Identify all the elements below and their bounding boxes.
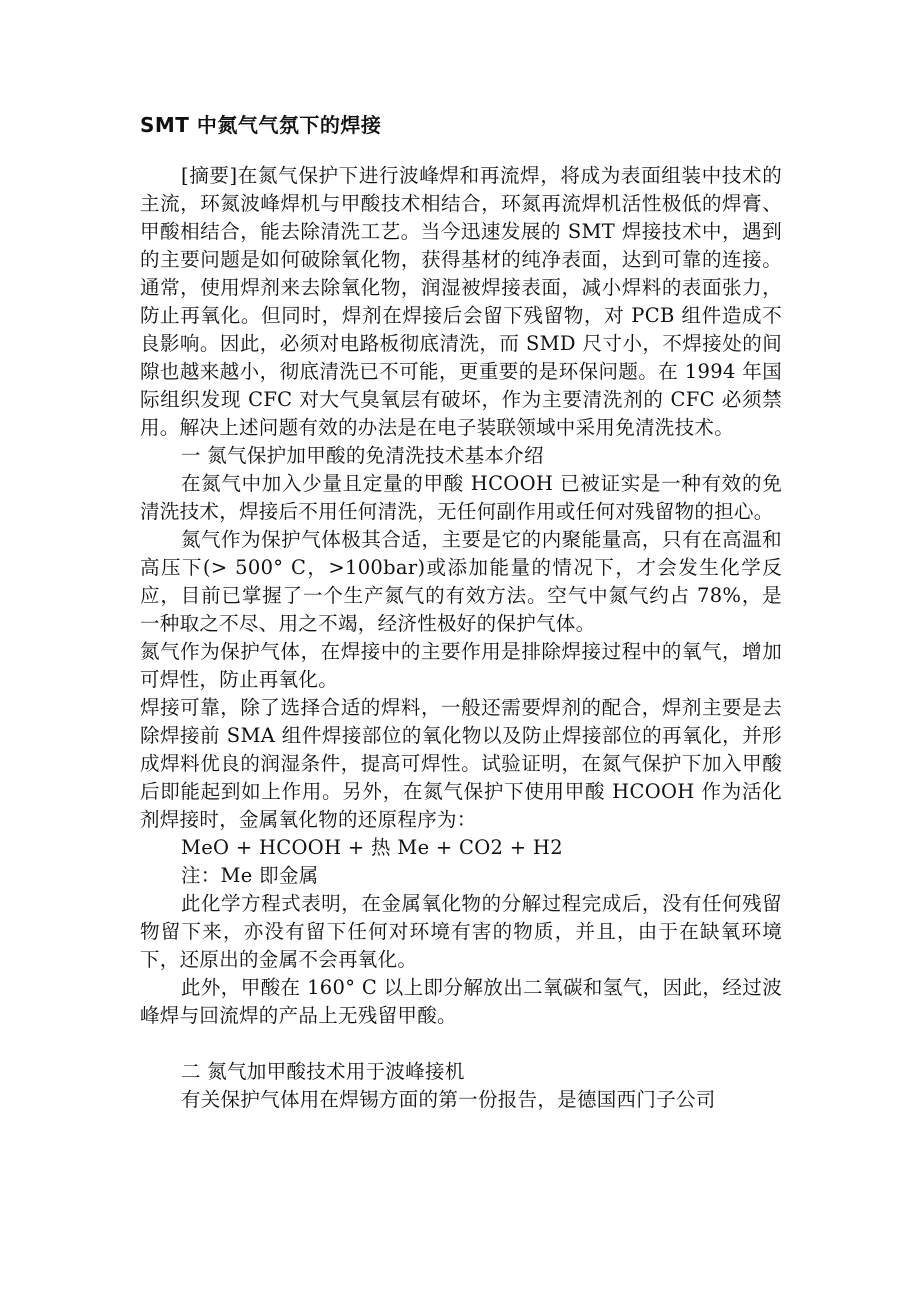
section-heading-2: 二 氮气加甲酸技术用于波峰接机 [180,1060,465,1083]
paragraph-formic-acid-intro: 在氮气中加入少量且定量的甲酸 HCOOH 已被证实是一种有效的免清洗技术，焊接后不用任何清洗，无任何副作用或任何对残留物的担心。 [140,472,782,523]
document-page [140,108,782,1114]
equation-note: 注：Me 即金属 [180,864,319,887]
document-title: SMT 中氮气气氛下的焊接 [140,113,382,137]
paragraph-decomposition: 此外，甲酸在 160° C 以上即分解放出二氧碳和氢气，因此，经过波峰焊与回流焊的产品上无残留甲酸。 [140,976,782,1027]
chemical-equation: MeO + HCOOH + 热 Me + CO2 + H2 [180,836,563,859]
paragraph-nitrogen-role: 氮气作为保护气体，在焊接中的主要作用是排除焊接过程中的氧气，增加可焊性，防止再氧化。 [140,640,782,691]
paragraph-nitrogen-properties: 氮气作为保护气体极其合适，主要是它的内聚能量高，只有在高温和高压下(> 500° C，>100bar)或添加能量的情况下，才会发生化学反应，目前已掌握了一个生产氮气的有效方法。空气中氮气约占 78%，是一种取之不尽、用之不竭，经济性极好的保护气体。 [140,528,782,635]
section-heading-1: 一 氮气保护加甲酸的免清洗技术基本介绍 [180,444,544,467]
paragraph-history: 有关保护气体用在焊锡方面的第一份报告，是德国西门子公司 [180,1088,716,1111]
abstract-paragraph: [摘要]在氮气保护下进行波峰焊和再流焊，将成为表面组装中技术的主流，环氮波峰焊机与甲酸技术相结合，环氮再流焊机活性极低的焊膏、甲酸相结合，能去除清洗工艺。当今迅速发展的 SMT 焊接技术中，遇到的主要问题是如何破除氧化物，获得基材的纯净表面，达到可靠的连接。通常，使用焊剂来去除氧化物，润湿被焊接表面，减小焊料的表面张力，防止再氧化。但同时，焊剂在焊接后会留下残留物，对 PCB 组件造成不良影响。因此，必须对电路板彻底清洗，而 SMD 尺寸小，不焊接处的间隙也越来越小，彻底清洗已不可能，更重要的是环保问题。在 1994 年国际组织发现 CFC 对大气臭氧层有破坏，作为主要清洗剂的 CFC 必须禁用。解决上述问题有效的办法是在电子装联领域中采用免清洗技术。 [140,164,782,439]
paragraph-equation-explanation: 此化学方程式表明，在金属氧化物的分解过程完成后，没有任何残留物留下来，亦没有留下任何对环境有害的物质，并且，由于在缺氧环境下，还原出的金属不会再氧化。 [140,892,782,971]
paragraph-spacer [140,1030,782,1058]
paragraph-flux-role: 焊接可靠，除了选择合适的焊料，一般还需要焊剂的配合，焊剂主要是去除焊接前 SMA 组件焊接部位的氧化物以及防止焊接部位的再氧化，并形成焊料优良的润湿条件，提高可焊性。试验证明，在氮气保护下加入甲酸后即能起到如上作用。另外，在氮气保护下使用甲酸 HCOOH 作为活化剂焊接时，金属氧化物的还原程序为： [140,696,782,831]
